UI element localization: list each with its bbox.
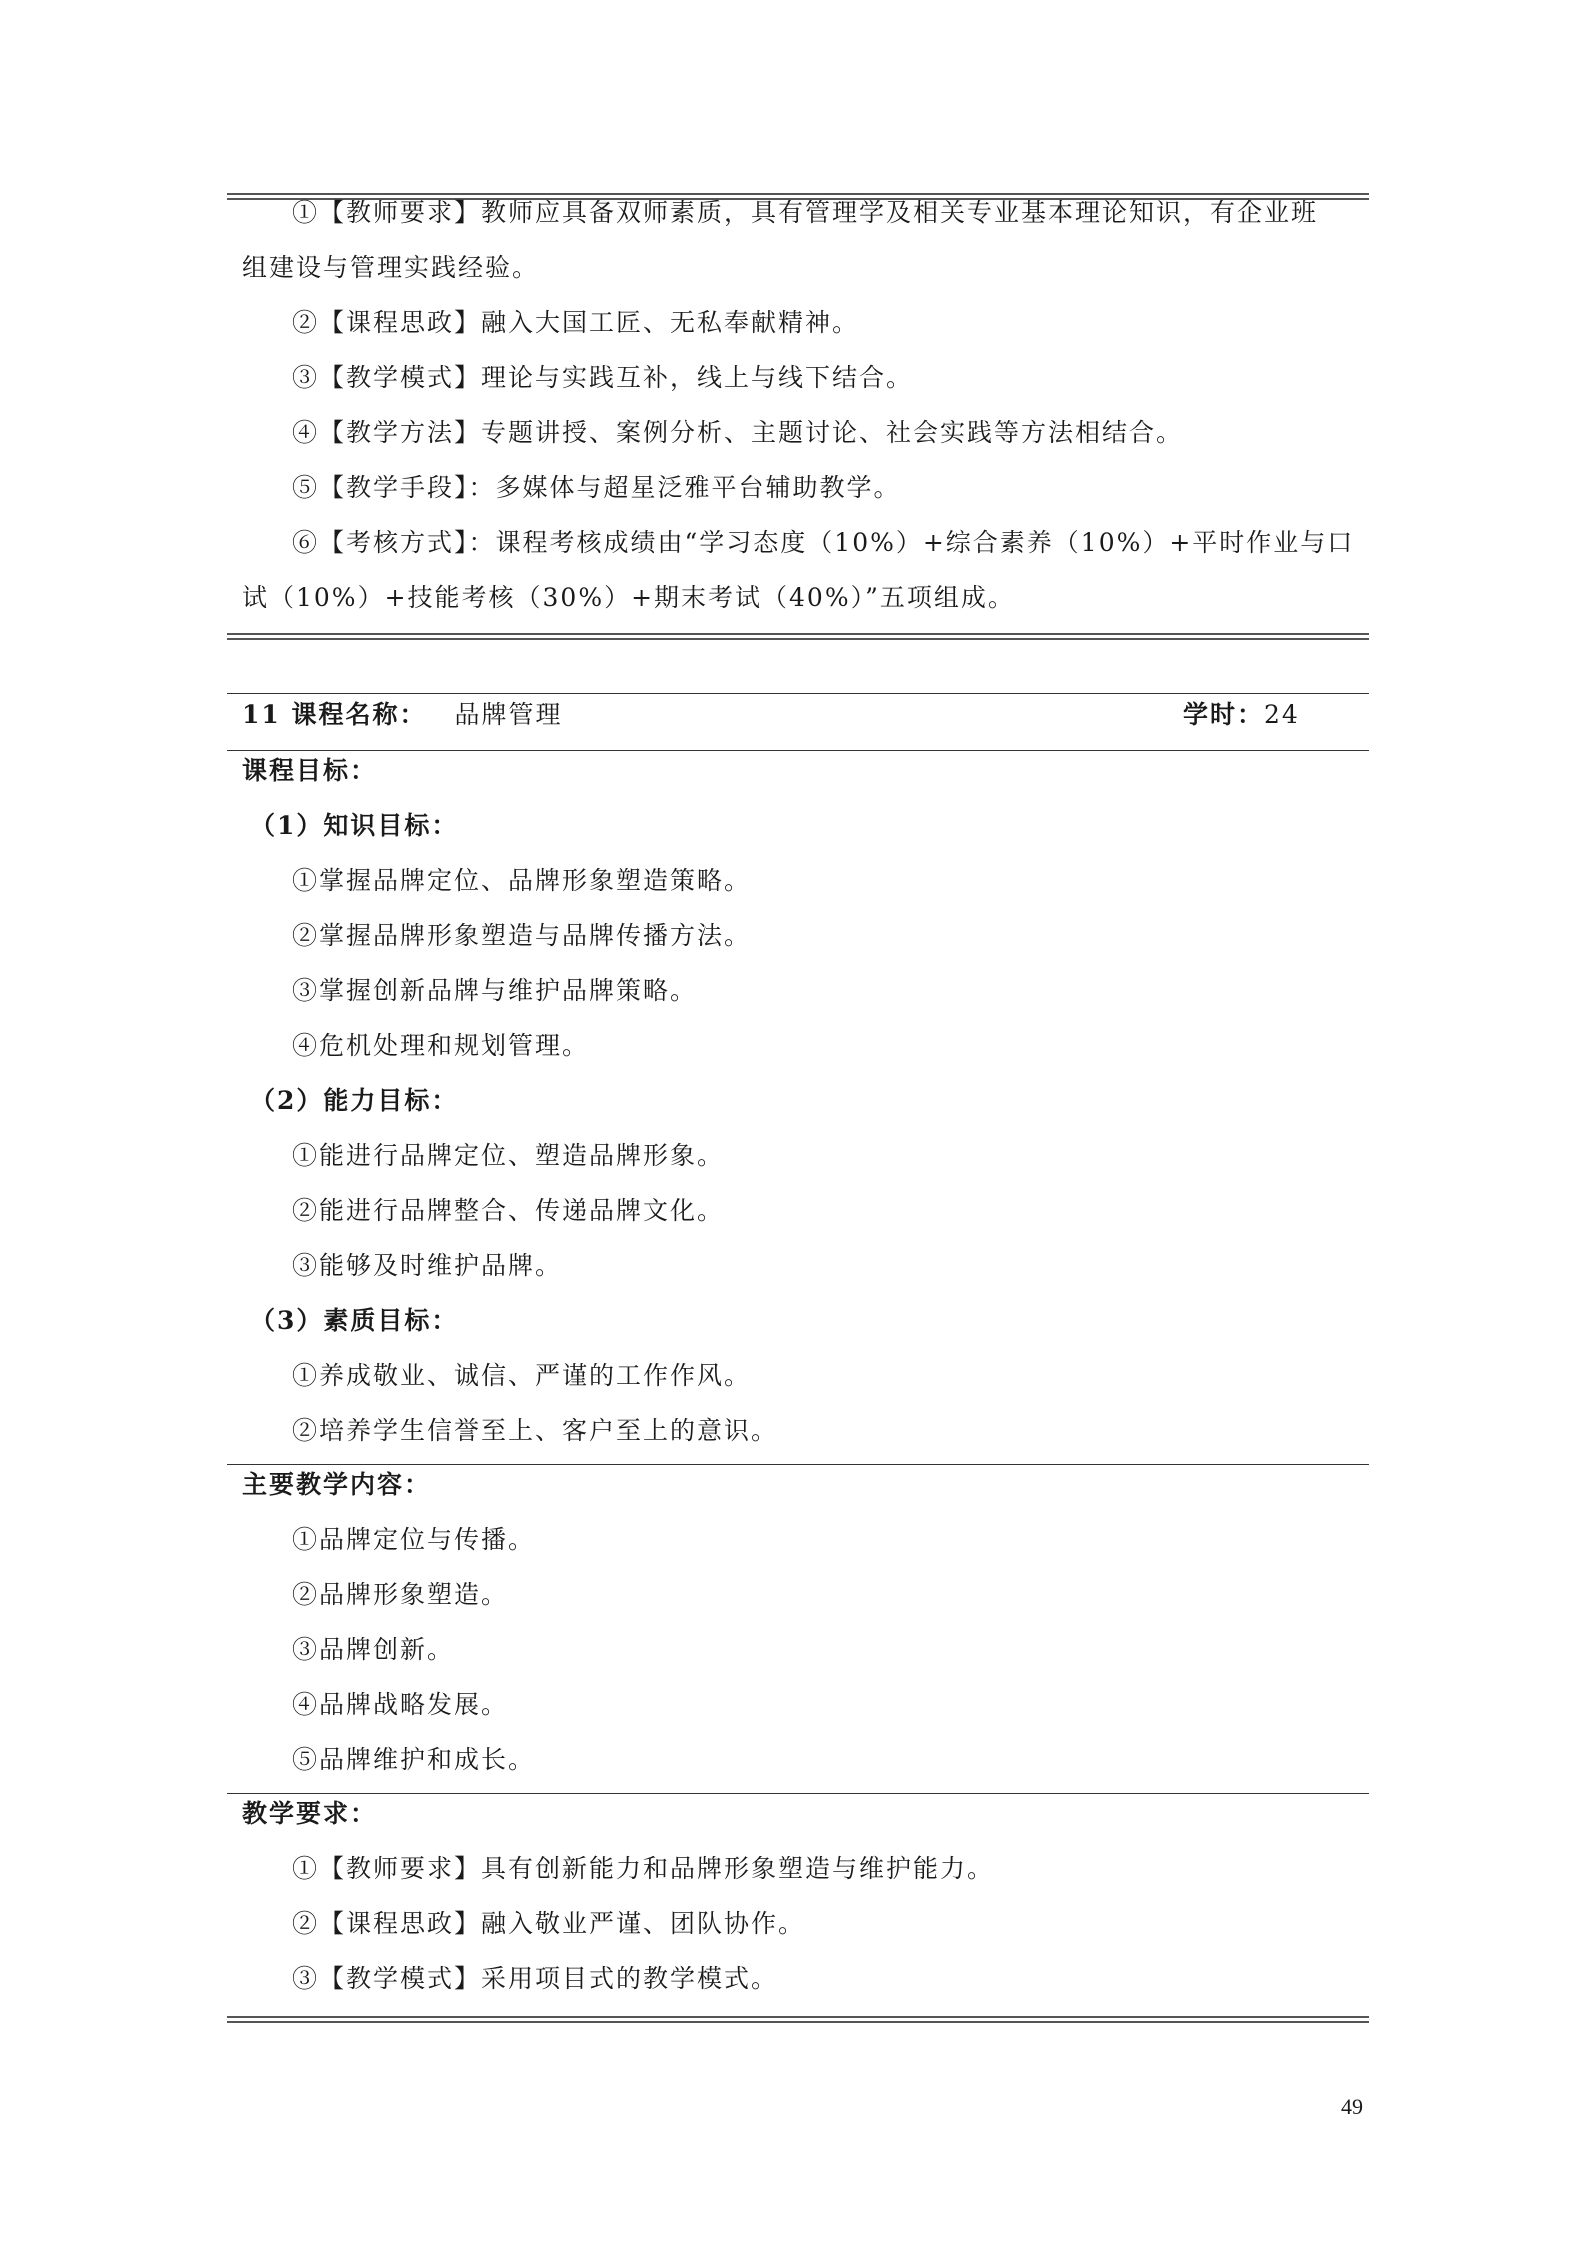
page-number: 49: [1341, 2094, 1363, 2119]
course-hours: [1183, 700, 1300, 730]
quality-title: （3）素质目标：: [250, 1306, 459, 1335]
course-name: 品牌管理: [454, 700, 563, 729]
list-item: ⑤品牌维护和成长。: [292, 1745, 536, 1774]
bottom-rule: [227, 2016, 1369, 2018]
list-item: ①养成敬业、诚信、严谨的工作作风。: [292, 1361, 752, 1390]
prev-line: ⑥【考核方式】：课程考核成绩由“学习态度（10%）+综合素养（10%）+平时作业与口: [292, 528, 1355, 557]
prev-line: 试（10%）+技能考核（30%）+期末考试（40%）”五项组成。: [242, 583, 1015, 612]
course-header-bottom-rule: [227, 750, 1369, 751]
list-item: ②品牌形象塑造。: [292, 1580, 509, 1609]
list-item: ②掌握品牌形象塑造与品牌传播方法。: [292, 921, 752, 950]
content-top-rule: [227, 1464, 1369, 1465]
content-title: 主要教学内容：: [242, 1470, 432, 1499]
list-item: ③掌握创新品牌与维护品牌策略。: [292, 976, 698, 1005]
section-end-rule: [227, 633, 1369, 635]
list-item: ③能够及时维护品牌。: [292, 1251, 563, 1280]
list-item: ②培养学生信誉至上、客户至上的意识。: [292, 1416, 779, 1445]
list-item: ④品牌战略发展。: [292, 1690, 509, 1719]
prev-line: ②【课程思政】融入大国工匠、无私奉献精神。: [292, 308, 860, 337]
course-label: 11 课程名称：: [242, 700, 427, 729]
list-item: ④危机处理和规划管理。: [292, 1031, 590, 1060]
prev-line: ①【教师要求】教师应具备双师素质，具有管理学及相关专业基本理论知识，有企业班: [292, 198, 1319, 227]
objectives-title: 课程目标：: [242, 756, 378, 785]
ability-title: （2）能力目标：: [250, 1086, 459, 1115]
prev-line: ③【教学模式】理论与实践互补，线上与线下结合。: [292, 363, 914, 392]
course-header: [242, 700, 562, 730]
requirements-top-rule: [227, 1793, 1369, 1794]
list-item: ①能进行品牌定位、塑造品牌形象。: [292, 1141, 725, 1170]
prev-line: 组建设与管理实践经验。: [242, 253, 540, 282]
list-item: ②【课程思政】融入敬业严谨、团队协作。: [292, 1909, 806, 1938]
prev-line: ④【教学方法】专题讲授、案例分析、主题讨论、社会实践等方法相结合。: [292, 418, 1184, 447]
hours-label: 学时：: [1183, 700, 1265, 729]
requirements-title: 教学要求：: [242, 1799, 378, 1828]
list-item: ①掌握品牌定位、品牌形象塑造策略。: [292, 866, 752, 895]
list-item: ①【教师要求】具有创新能力和品牌形象塑造与维护能力。: [292, 1854, 995, 1883]
knowledge-title: （1）知识目标：: [250, 811, 459, 840]
top-rule: [227, 193, 1369, 195]
hours-value: 24: [1264, 700, 1300, 729]
course-header-top-rule: [227, 693, 1369, 694]
list-item: ①品牌定位与传播。: [292, 1525, 536, 1554]
list-item: ③品牌创新。: [292, 1635, 455, 1664]
prev-line: ⑤【教学手段】：多媒体与超星泛雅平台辅助教学。: [292, 473, 901, 502]
list-item: ②能进行品牌整合、传递品牌文化。: [292, 1196, 725, 1225]
list-item: ③【教学模式】采用项目式的教学模式。: [292, 1964, 779, 1993]
